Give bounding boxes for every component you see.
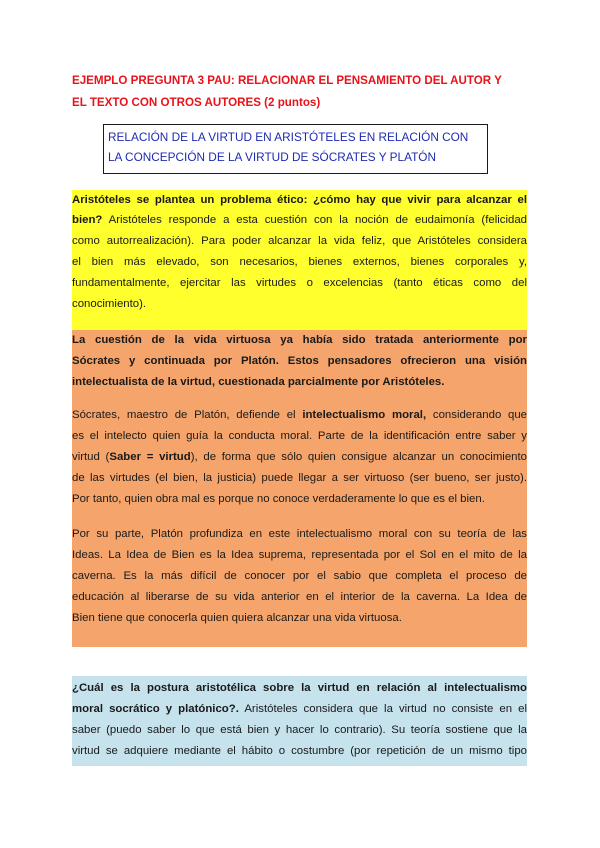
- plato-line-2: Ideas. La Idea de Bien es la Idea suprema, representada por el Sol en el mito de la: [72, 549, 527, 561]
- yellow-line-3: como autorrealización). Para poder alcanzar la vida feliz, que Aristóteles considera: [72, 235, 527, 247]
- plato-line-5: Bien tiene que conocerla quien quiera alcanzar una vida virtuosa.: [72, 612, 402, 624]
- yellow-line-2-bold: bien?: [72, 214, 103, 226]
- orange-intro-line-1: La cuestión de la vida virtuosa ya había sido tratada anteriormente por: [72, 334, 527, 346]
- socrates-line-3-c: ), de forma que sólo quien consigue alcanzar un conocimiento: [190, 451, 528, 463]
- yellow-line-4: el bien más elevado, son necesarios, bienes externos, bienes corporales y,: [72, 256, 527, 268]
- page-heading: [72, 70, 532, 114]
- yellow-line-6: conocimiento).: [72, 298, 147, 310]
- orange-intro-line-2: Sócrates y continuada por Platón. Estos pensadores ofrecieron una visión: [72, 355, 527, 367]
- orange-intro-line-3: intelectualista de la virtud, cuestionada parcialmente por Aristóteles.: [72, 376, 445, 388]
- blue-line-2-rest: Aristóteles considera que la virtud no consiste en el: [238, 703, 527, 715]
- socrates-line-2: es el intelecto quien guía la conducta moral. Parte de la identificación entre saber y: [72, 430, 527, 442]
- socrates-line-1-c: considerando que: [426, 409, 528, 421]
- blue-line-3: saber (puedo saber lo que está bien y hacer lo contrario). Su teoría sostiene que la: [72, 724, 527, 736]
- framed-title-line-1: RELACIÓN DE LA VIRTUD EN ARISTÓTELES EN RELACIÓN CON: [108, 130, 469, 144]
- blue-line-4: virtud se adquiere mediante el hábito o costumbre (por repetición de un mismo tipo: [72, 745, 527, 757]
- plato-line-3: caverna. Es la más difícil de conocer por el sabio que completa el proceso de: [72, 570, 527, 582]
- socrates-line-4: de las virtudes (el bien, la justicia) puede llegar a ser virtuoso (ser bueno, ser justo).: [72, 472, 527, 484]
- framed-title: [103, 124, 488, 174]
- blue-line-2: [72, 699, 527, 719]
- socrates-line-3-a: virtud (: [72, 451, 110, 463]
- socrates-line-5: Por tanto, quien obra mal es porque no conoce verdaderamente lo que es el bien.: [72, 493, 485, 505]
- socrates-plato-section: [72, 330, 527, 647]
- aristotle-position-section: [72, 676, 527, 766]
- framed-title-line-2: LA CONCEPCIÓN DE LA VIRTUD DE SÓCRATES Y PLATÓN: [108, 150, 436, 164]
- socrates-line-1: [72, 405, 527, 425]
- plato-line-4: educación al liberarse de su vida anterior en el interior de la caverna. La Idea de: [72, 591, 527, 603]
- blue-line-2-bold: moral socrático y platónico?.: [72, 703, 239, 715]
- aristotle-intro-section: [72, 190, 527, 330]
- blue-line-1: ¿Cuál es la postura aristotélica sobre la virtud en relación al intelectualismo: [72, 682, 527, 694]
- heading-line-1: EJEMPLO PREGUNTA 3 PAU: RELACIONAR EL PENSAMIENTO DEL AUTOR Y: [72, 74, 502, 87]
- socrates-line-3: [72, 447, 527, 467]
- plato-line-1: Por su parte, Platón profundiza en este intelectualismo moral con su teoría de las: [72, 528, 527, 540]
- socrates-line-3-bold: Saber = virtud: [109, 451, 191, 463]
- yellow-line-1: Aristóteles se plantea un problema ético: ¿cómo hay que vivir para alcanzar el: [72, 194, 527, 206]
- heading-line-2: EL TEXTO CON OTROS AUTORES (2 puntos): [72, 96, 321, 109]
- socrates-line-1-a: Sócrates, maestro de Platón, defiende el: [72, 409, 303, 421]
- yellow-line-5: fundamentalmente, ejercitar las virtudes o excelencias (tanto éticas como del: [72, 277, 527, 289]
- yellow-line-2: [72, 210, 527, 230]
- yellow-line-2-rest: Aristóteles responde a esta cuestión con la noción de eudaimonía (felicidad: [102, 214, 527, 226]
- socrates-line-1-bold: intelectualismo moral,: [302, 409, 427, 421]
